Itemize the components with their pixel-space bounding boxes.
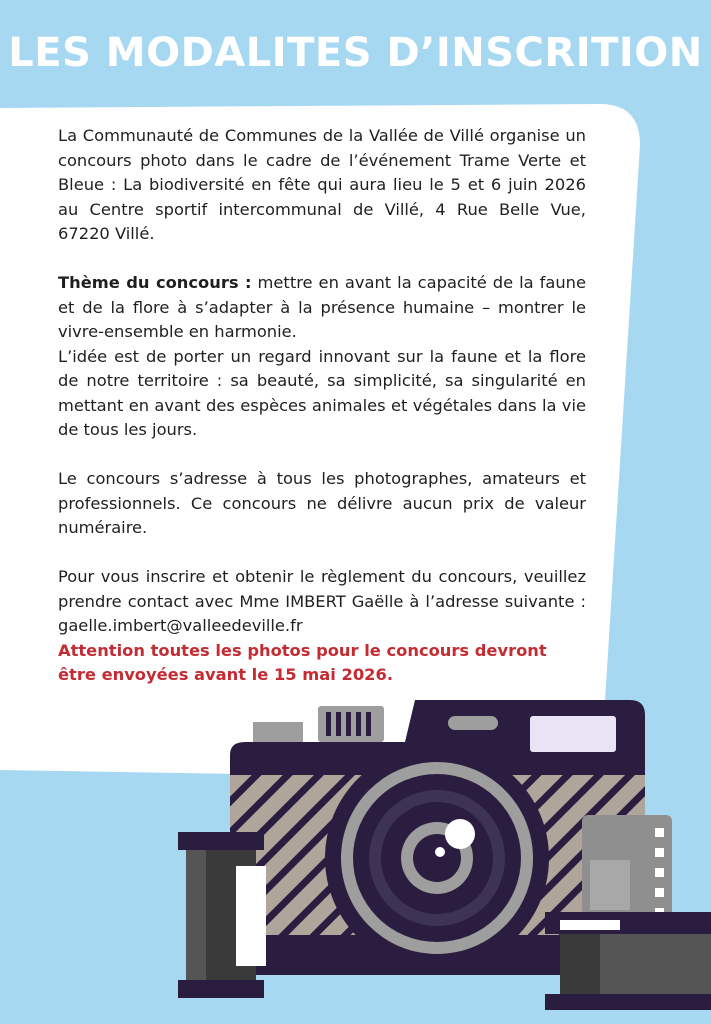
deadline-warning: Attention toutes les photos pour le concours devront être envoyées avant le 15 mai 2026. — [58, 640, 547, 684]
intro-paragraph: La Communauté de Communes de la Vallée de Villé organise un concours photo dans le cadre de l’événement Trame Verte et Bleue : La biodiversité en fête qui aura lieu le 5 et 6 juin 2026 au Centre sportif intercommunal de Villé, 4 Rue Belle Vue, 67220 Villé. — [58, 126, 586, 243]
contact-paragraph: Pour vous inscrire et obtenir le règlement du concours, veuillez prendre contact avec Mme IMBERT Gaëlle à l’adresse suivante : gaelle.imbert@valleedeville.fr — [58, 567, 586, 635]
page-title: LES MODALITES D’INSCRITION — [8, 30, 703, 76]
film-canister-icon — [178, 832, 266, 998]
audience-paragraph: Le concours s’adresse à tous les photographes, amateurs et professionnels. Ce concours ne délivre aucun prix de valeur numéraire. — [58, 469, 586, 537]
idea-paragraph: L’idée est de porter un regard innovant sur la faune et la flore de notre territoire : sa beauté, sa simplicité, sa singularité en mettant en avant des espèces animales et végétales dans la vie de tous les jours. — [58, 346, 586, 439]
theme-text: mettre en avant la capacité de la faune et de la flore à s’adapter à la présence humaine – montrer le vivre-ensemble en harmonie. — [58, 273, 587, 341]
theme-label: Thème du concours : — [58, 273, 252, 292]
